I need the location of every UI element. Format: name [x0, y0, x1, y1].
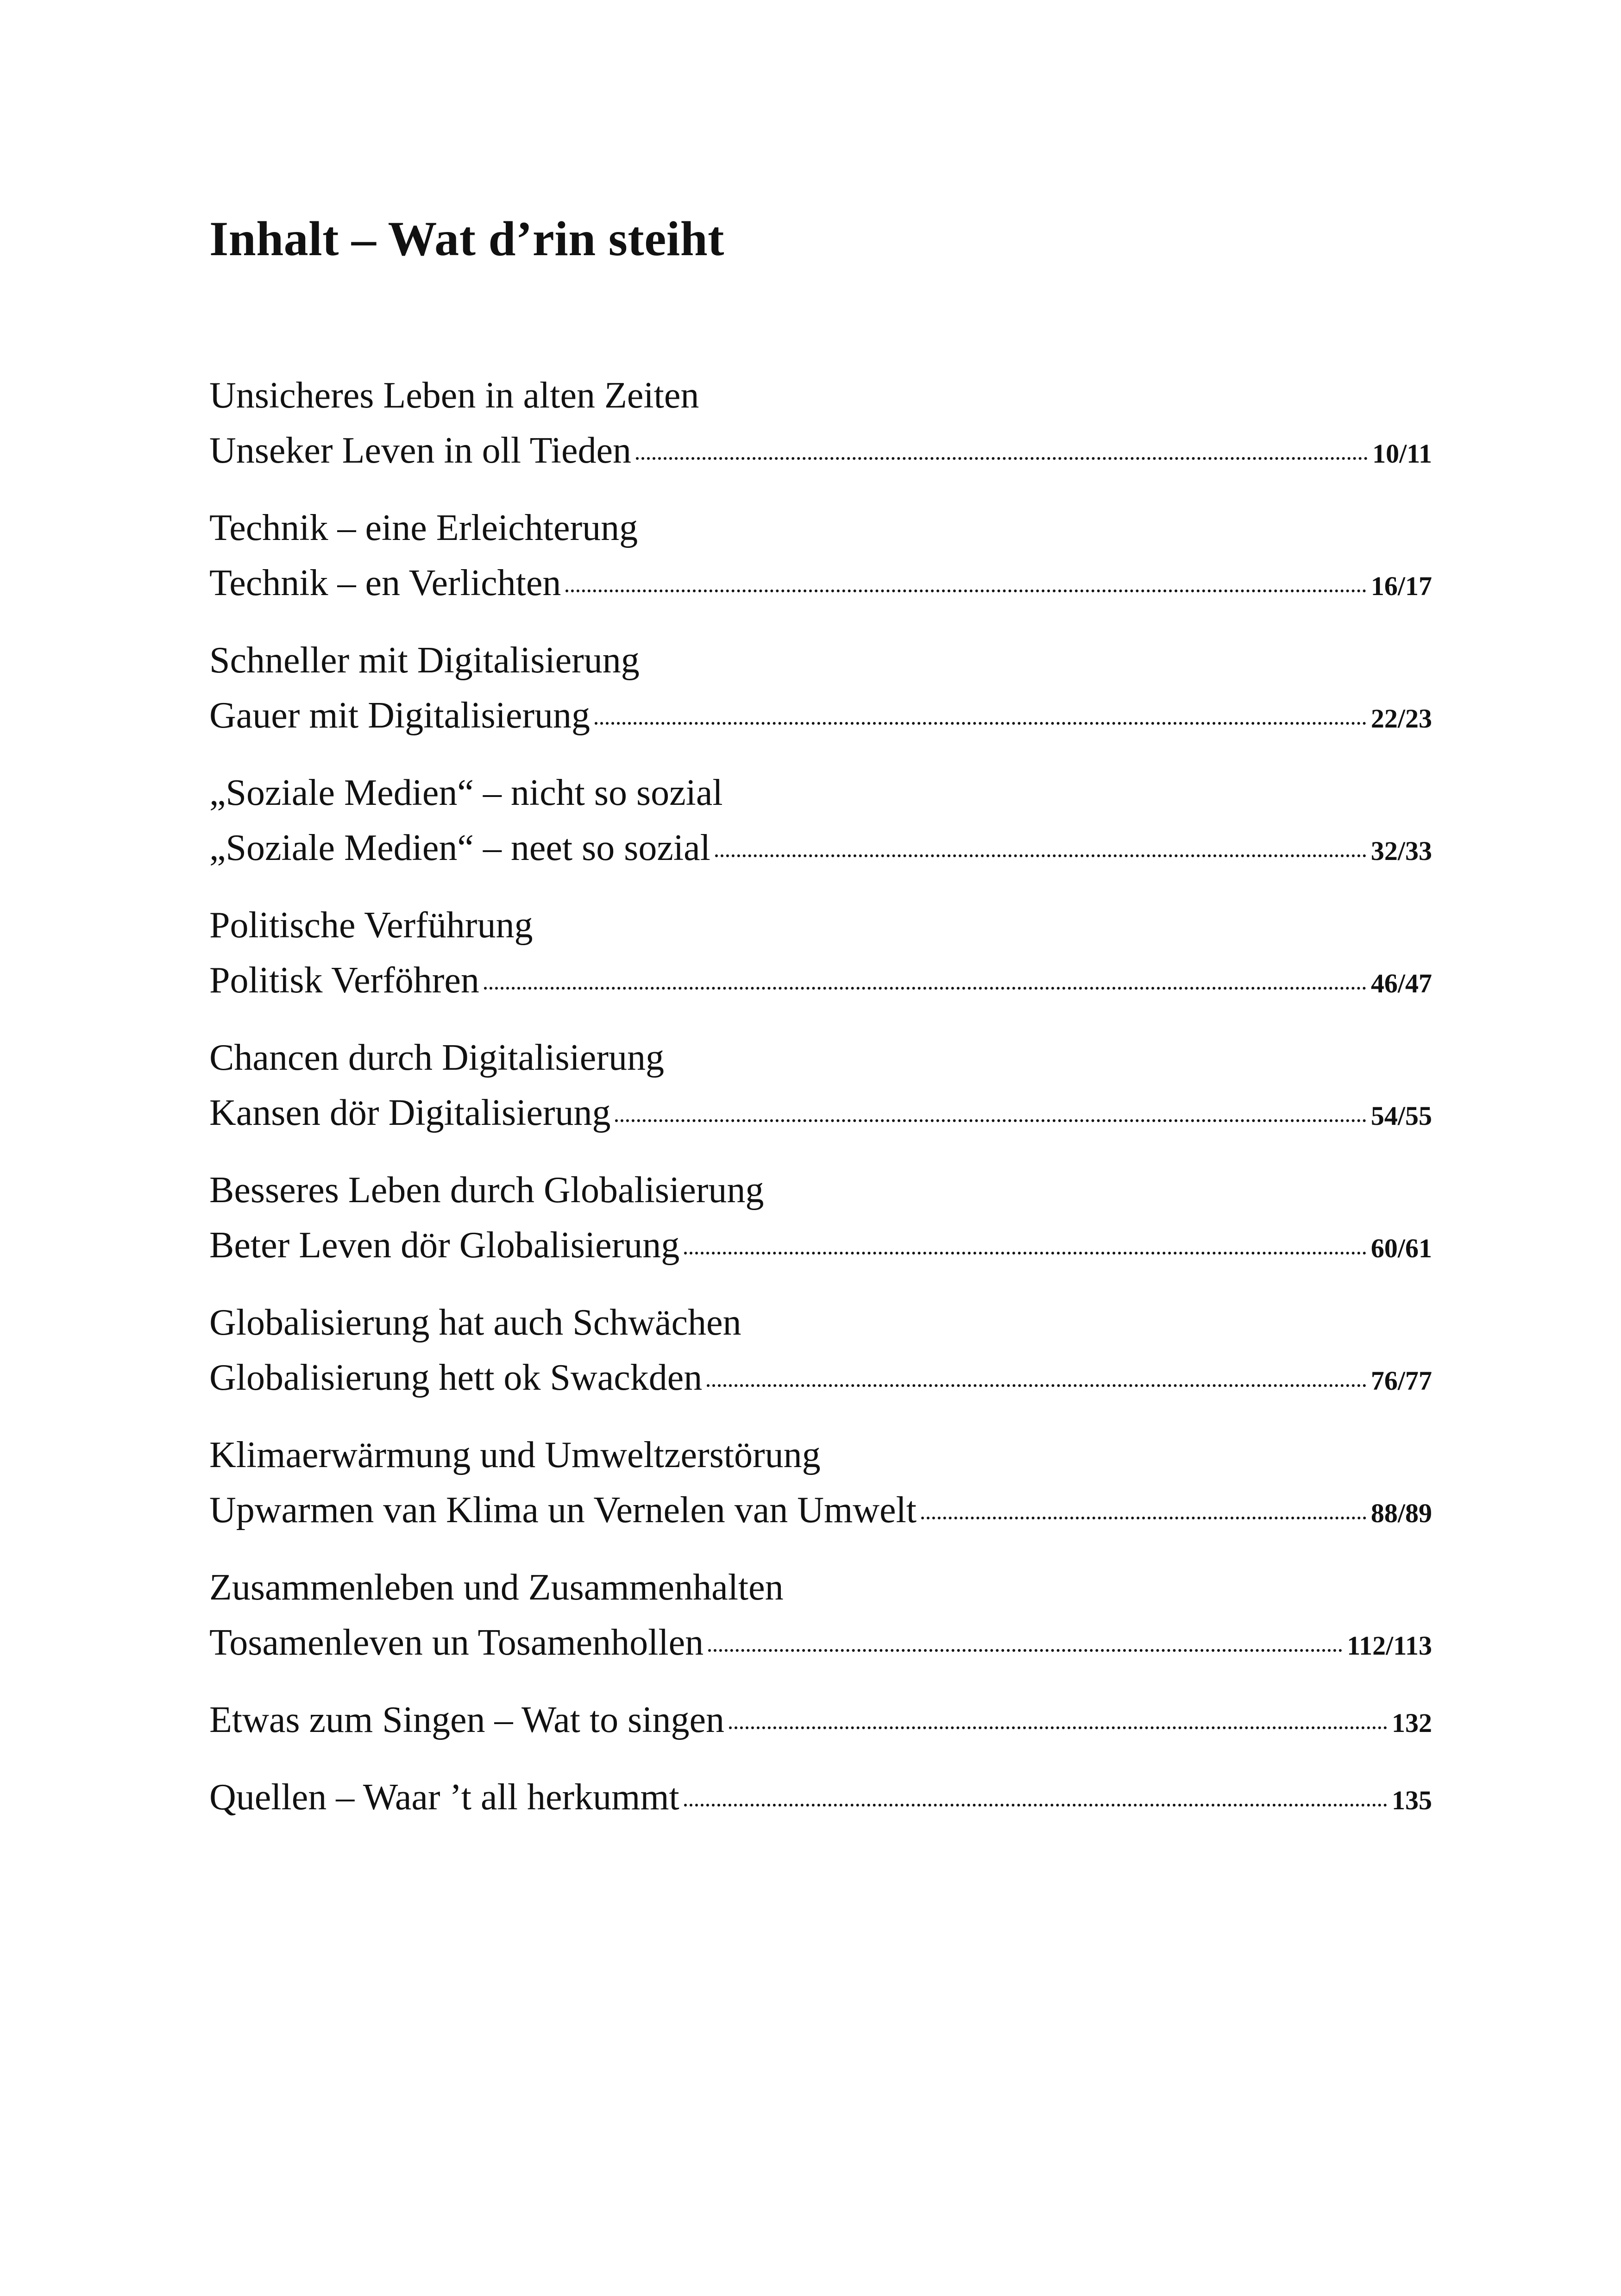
toc-page-number: 112/113	[1347, 1631, 1432, 1661]
toc-entry[interactable]	[209, 898, 1432, 1011]
toc-entry[interactable]	[209, 501, 1432, 614]
toc-page-number: 132	[1392, 1708, 1432, 1738]
toc-entry-title-plattdeutsch: Politisk Verföhren	[209, 960, 479, 1001]
toc-entry-title-plattdeutsch: Tosamenleven un Tosamenhollen	[209, 1622, 704, 1663]
toc-entry-title-plattdeutsch: Technik – en Verlichten	[209, 563, 561, 603]
dot-leader	[684, 1252, 1366, 1255]
toc-page-number: 22/23	[1370, 703, 1432, 734]
toc-entry-title-de: Klimaerwärmung und Umweltzerstörung	[209, 1435, 821, 1475]
toc-entry-title-plattdeutsch: Unseker Leven in oll Tieden	[209, 430, 631, 471]
page-title: Inhalt – Wat d’rin steiht	[209, 212, 724, 266]
toc-page-number: 32/33	[1370, 836, 1432, 866]
toc-entry[interactable]	[209, 368, 1432, 481]
toc-page-number: 76/77	[1370, 1366, 1432, 1396]
dot-leader	[636, 457, 1368, 460]
dot-leader	[615, 1119, 1366, 1122]
dot-leader	[484, 987, 1366, 990]
toc-entry-title: Etwas zum Singen – Wat to singen	[209, 1700, 724, 1740]
toc-entry-title-de: Politische Verführung	[209, 905, 533, 946]
toc-entry-title: Quellen – Waar ’t all herkummt	[209, 1777, 679, 1818]
toc-entry-title-de: Technik – eine Erleichterung	[209, 508, 638, 548]
toc-entry-title-de: „Soziale Medien“ – nicht so sozial	[209, 772, 723, 813]
toc-entry[interactable]	[209, 633, 1432, 746]
toc-entry-leader-line	[209, 1615, 1432, 1673]
toc-entry-leader-line	[209, 953, 1432, 1011]
dot-leader	[595, 722, 1366, 725]
toc-entry-leader-line	[209, 1483, 1432, 1541]
dot-leader	[684, 1804, 1387, 1807]
dot-leader	[707, 1384, 1366, 1387]
toc-entry-title-de: Besseres Leben durch Globalisierung	[209, 1170, 764, 1211]
toc-entry[interactable]	[209, 765, 1432, 878]
toc-entry-leader-line	[209, 556, 1432, 614]
toc-page-number: 60/61	[1370, 1233, 1432, 1263]
toc-entry-leader-line	[209, 821, 1432, 878]
toc-entry-title-plattdeutsch: Beter Leven dör Globalisierung	[209, 1225, 680, 1266]
toc-page-number: 54/55	[1370, 1101, 1432, 1131]
toc-entry-title-de: Unsicheres Leben in alten Zeiten	[209, 375, 699, 416]
toc-entry-leader-line	[209, 1350, 1432, 1408]
toc-entry-leader-line	[209, 688, 1432, 746]
toc-page-number: 46/47	[1370, 968, 1432, 998]
dot-leader	[921, 1517, 1366, 1519]
dot-leader	[715, 854, 1366, 857]
toc-page-number: 135	[1392, 1785, 1432, 1815]
toc-entry[interactable]	[209, 1428, 1432, 1541]
toc-entry-title-de: Globalisierung hat auch Schwächen	[209, 1302, 741, 1343]
toc-entry-title-de: Schneller mit Digitalisierung	[209, 640, 640, 681]
table-of-contents	[209, 368, 1432, 1847]
toc-entry[interactable]	[209, 1030, 1432, 1143]
toc-entry-leader-line	[209, 1085, 1432, 1143]
toc-entry-leader-line	[209, 423, 1432, 481]
toc-entry[interactable]	[209, 1693, 1432, 1750]
toc-page-number: 10/11	[1372, 439, 1432, 469]
toc-entry-title-plattdeutsch: Gauer mit Digitalisierung	[209, 695, 591, 736]
toc-entry-title-plattdeutsch: Globalisierung hett ok Swackden	[209, 1357, 703, 1398]
toc-entry[interactable]	[209, 1560, 1432, 1673]
toc-entry[interactable]	[209, 1163, 1432, 1276]
toc-page-number: 88/89	[1370, 1498, 1432, 1528]
toc-entry-title-de: Chancen durch Digitalisierung	[209, 1037, 664, 1078]
dot-leader	[729, 1726, 1387, 1729]
toc-entry-title-plattdeutsch: „Soziale Medien“ – neet so sozial	[209, 828, 710, 868]
toc-entry[interactable]	[209, 1295, 1432, 1408]
toc-entry-leader-line	[209, 1770, 1432, 1828]
toc-entry-title-de: Zusammenleben und Zusammenhalten	[209, 1567, 784, 1608]
dot-leader	[708, 1649, 1342, 1652]
toc-entry[interactable]	[209, 1770, 1432, 1828]
toc-entry-leader-line	[209, 1218, 1432, 1276]
toc-entry-title-plattdeutsch: Kansen dör Digitalisierung	[209, 1092, 611, 1133]
toc-entry-title-plattdeutsch: Upwarmen van Klima un Vernelen van Umwelt	[209, 1490, 917, 1531]
toc-page-number: 16/17	[1370, 571, 1432, 601]
toc-entry-leader-line	[209, 1693, 1432, 1750]
dot-leader	[565, 590, 1366, 592]
